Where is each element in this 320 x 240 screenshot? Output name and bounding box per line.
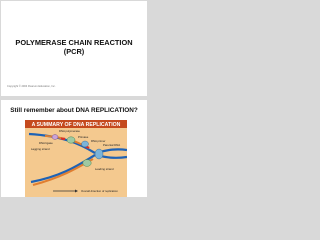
rna-primer-mark-2 [61,139,65,140]
slide-dna-replication [1,100,147,197]
label-lagging-strand: Lagging strand [31,147,50,151]
slide-title [1,1,147,96]
slide-title-line1: POLYMERASE CHAIN REACTION [15,38,133,47]
dna-polymerase-lower-shape [83,160,91,167]
copyright-notice: Copyright © 2004 Pearson Education, Inc. [7,85,56,88]
dna-replication-figure [25,120,127,197]
slide-question: Still remember about DNA REPLICATION? [10,107,138,114]
label-leading-strand: Leading strand [95,167,114,171]
direction-arrow-head [75,190,78,193]
slide-title-line2: (PCR) [63,47,85,56]
figure-title: A SUMMARY OF DNA REPLICATION [31,122,121,128]
label-primase: Primase [78,135,89,139]
label-parental-dna: Parental DNA [103,143,121,147]
helicase-shape [95,149,103,159]
primase-shape [82,141,89,147]
label-dna-polymerase: DNA polymerase [59,129,80,133]
leading-template-strand [31,155,95,182]
label-overall-direction: Overall direction of replication [81,189,118,193]
dna-replication-diagram [25,120,127,197]
label-dna-ligase: DNA ligase [39,141,53,145]
dna-polymerase-upper-shape [67,137,75,143]
label-rna-primer: RNA primer [91,139,106,143]
dna-ligase-shape [52,135,58,140]
